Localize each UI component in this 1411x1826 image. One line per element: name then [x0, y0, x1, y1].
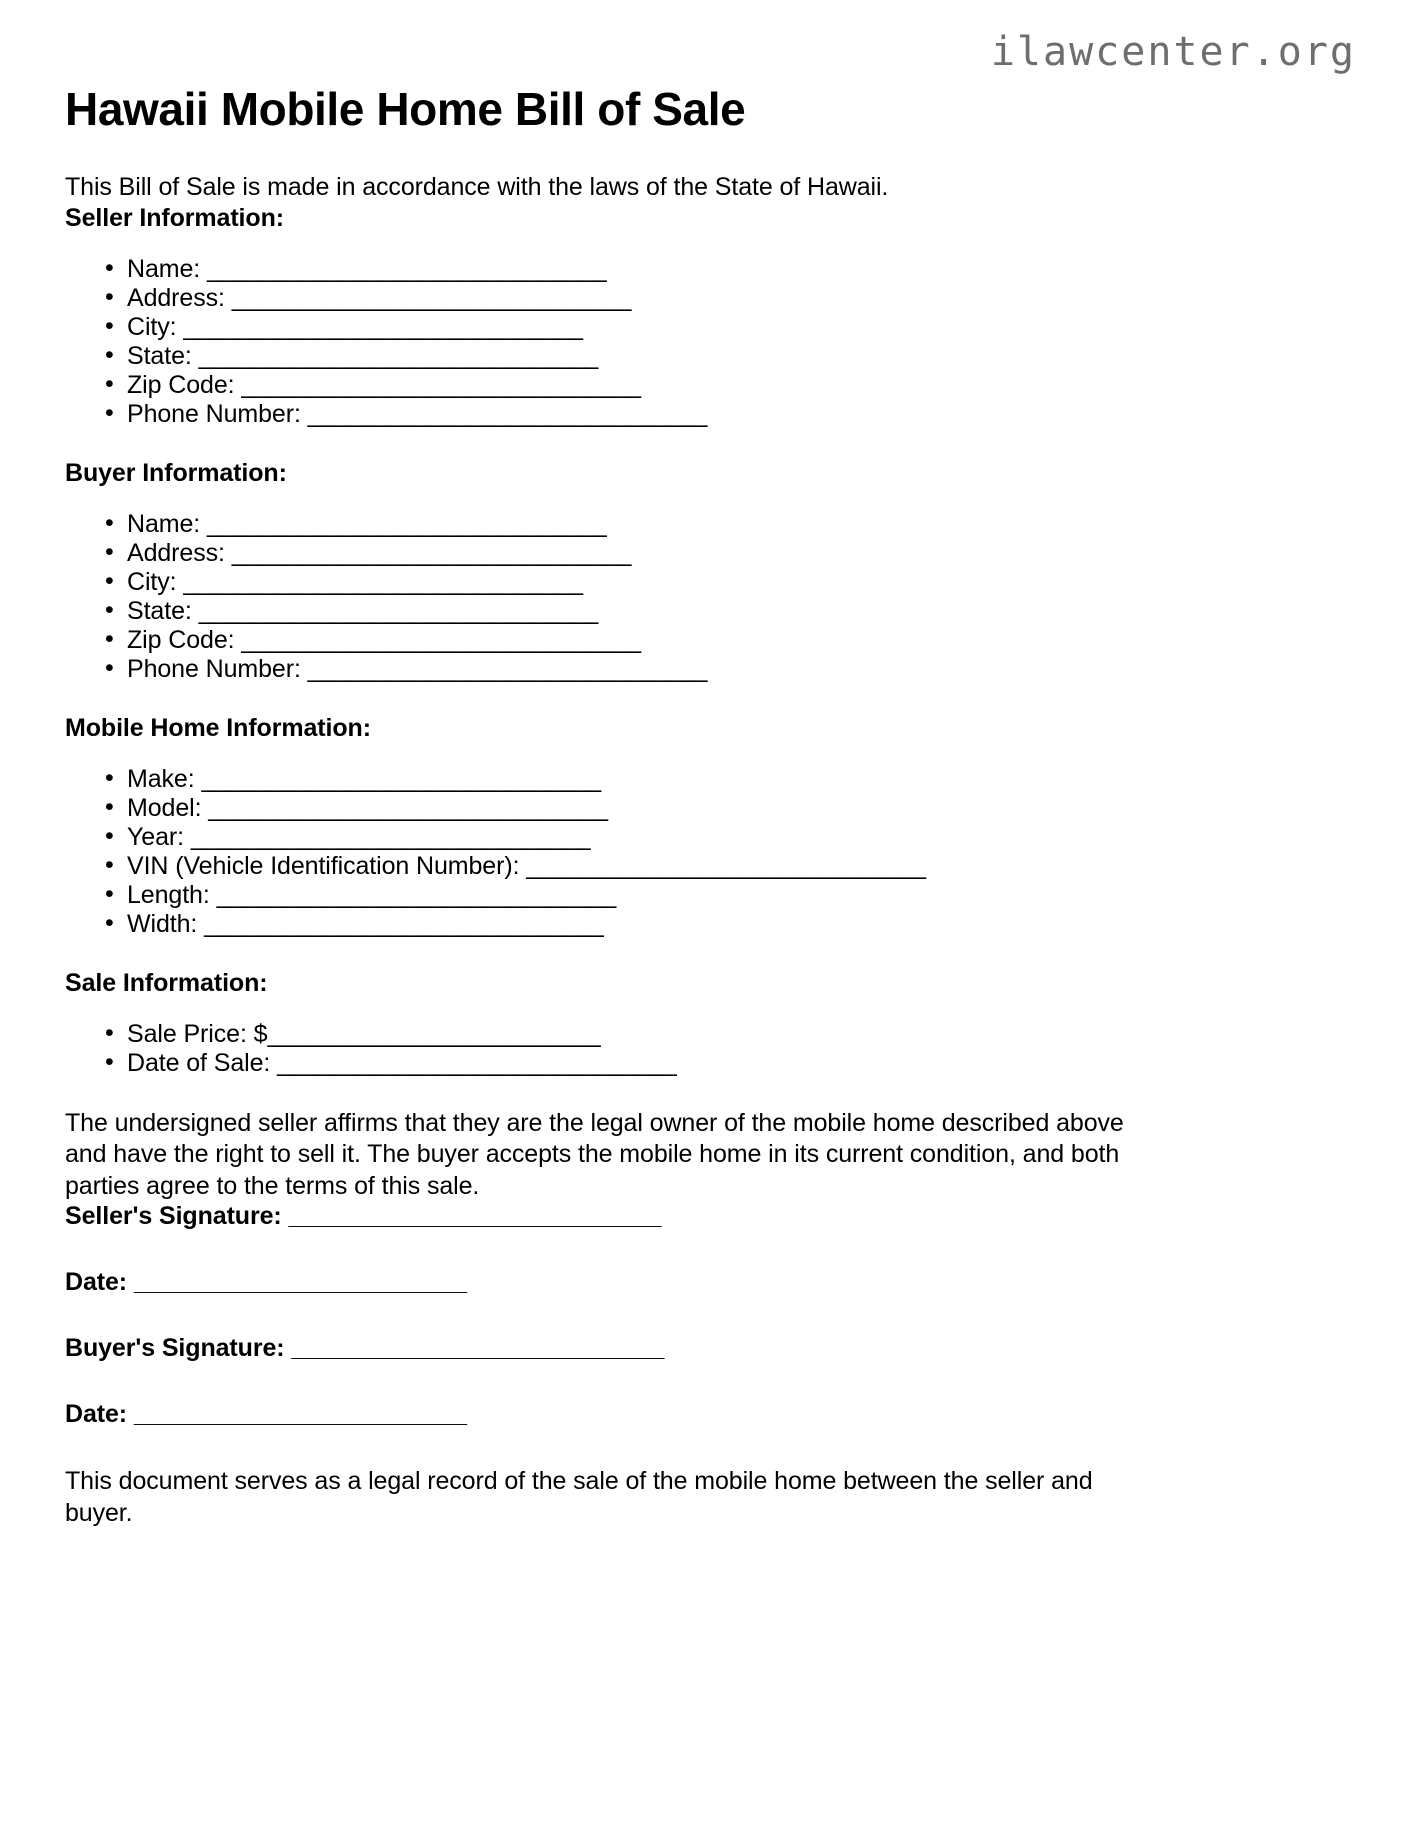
field-row — [105, 371, 1350, 400]
document-body — [65, 172, 1350, 1529]
field-blank-line[interactable]: ______________________________ — [183, 567, 583, 596]
bullet-icon: • — [105, 537, 114, 566]
buyer-signature-blank-line[interactable]: ____________________________ — [291, 1334, 664, 1362]
field-row — [105, 823, 1350, 852]
buyer-signature-label: Buyer's Signature: — [65, 1334, 285, 1362]
field-label: Make: — [127, 764, 195, 793]
field-row — [105, 597, 1350, 626]
bullet-icon: • — [105, 1018, 114, 1047]
field-label: City: — [127, 567, 177, 596]
field-blank-line[interactable]: ______________________________ — [208, 793, 608, 822]
bullet-icon: • — [105, 763, 114, 792]
field-label: Date of Sale: — [127, 1048, 271, 1077]
field-blank-line[interactable]: ______________________________ — [216, 880, 616, 909]
field-blank-line[interactable]: _________________________ — [267, 1019, 601, 1048]
field-blank-line[interactable]: ______________________________ — [241, 370, 641, 399]
buyer-date-row — [65, 1400, 1350, 1429]
bullet-icon: • — [105, 369, 114, 398]
field-list-seller — [65, 255, 1350, 429]
field-label: VIN (Vehicle Identification Number): — [127, 851, 520, 880]
field-label: Zip Code: — [127, 370, 235, 399]
field-row — [105, 910, 1350, 939]
field-blank-line[interactable]: ______________________________ — [204, 909, 604, 938]
field-row — [105, 510, 1350, 539]
buyer-date-label: Date: — [65, 1400, 128, 1428]
field-blank-line[interactable]: ______________________________ — [198, 341, 598, 370]
field-blank-line[interactable]: ______________________________ — [190, 822, 590, 851]
buyer-date-blank-line[interactable]: _________________________ — [133, 1400, 467, 1428]
field-row — [105, 342, 1350, 371]
field-row — [105, 284, 1350, 313]
bullet-icon: • — [105, 282, 114, 311]
bullet-icon: • — [105, 595, 114, 624]
field-row — [105, 313, 1350, 342]
field-blank-line[interactable]: ______________________________ — [231, 538, 631, 567]
field-blank-line[interactable]: ______________________________ — [207, 254, 607, 283]
bullet-icon: • — [105, 398, 114, 427]
field-blank-line[interactable]: ______________________________ — [307, 399, 707, 428]
field-blank-line[interactable]: ______________________________ — [207, 509, 607, 538]
field-row — [105, 1020, 1350, 1049]
bullet-icon: • — [105, 340, 114, 369]
field-label: Phone Number: — [127, 654, 301, 683]
bullet-icon: • — [105, 566, 114, 595]
seller-date-blank-line[interactable]: _________________________ — [133, 1268, 467, 1296]
field-row — [105, 255, 1350, 284]
seller-signature-label: Seller's Signature: — [65, 1202, 282, 1230]
affirmation-paragraph: The undersigned seller affirms that they are the legal owner of the mobile home described above and have the right to sell it. The buyer accepts the mobile home in its current condition, and both parties agree to the terms of this sale. — [65, 1108, 1124, 1200]
field-label: Zip Code: — [127, 625, 235, 654]
closing-paragraph: This document serves as a legal record of the sale of the mobile home between the seller and buyer. — [65, 1467, 1093, 1527]
bullet-icon: • — [105, 311, 114, 340]
field-label: State: — [127, 596, 192, 625]
field-label: Address: — [127, 283, 225, 312]
buyer-signature-row — [65, 1334, 1350, 1363]
field-label: Sale Price: $ — [127, 1019, 268, 1048]
field-label: Name: — [127, 509, 201, 538]
field-row — [105, 400, 1350, 429]
field-list-mobile-home — [65, 765, 1350, 939]
bullet-icon: • — [105, 821, 114, 850]
field-blank-line[interactable]: ______________________________ — [231, 283, 631, 312]
site-watermark: ilawcenter.org — [990, 29, 1356, 75]
bullet-icon: • — [105, 1047, 114, 1076]
bullet-icon: • — [105, 624, 114, 653]
field-blank-line[interactable]: ______________________________ — [201, 764, 601, 793]
section-heading-sale: Sale Information: — [65, 968, 268, 997]
field-blank-line[interactable]: ______________________________ — [183, 312, 583, 341]
field-label: Model: — [127, 793, 202, 822]
bullet-icon: • — [105, 792, 114, 821]
seller-signature-row — [65, 1202, 1350, 1231]
section-heading-buyer: Buyer Information: — [65, 458, 287, 487]
field-label: City: — [127, 312, 177, 341]
seller-date-row — [65, 1268, 1350, 1297]
bullet-icon: • — [105, 850, 114, 879]
bullet-icon: • — [105, 653, 114, 682]
bullet-icon: • — [105, 508, 114, 537]
field-row — [105, 881, 1350, 910]
field-label: Length: — [127, 880, 210, 909]
field-label: State: — [127, 341, 192, 370]
field-label: Width: — [127, 909, 198, 938]
field-blank-line[interactable]: ______________________________ — [198, 596, 598, 625]
field-label: Address: — [127, 538, 225, 567]
field-blank-line[interactable]: ______________________________ — [307, 654, 707, 683]
field-row — [105, 852, 1350, 881]
intro-paragraph: This Bill of Sale is made in accordance with the laws of the State of Hawaii. — [65, 173, 889, 201]
field-blank-line[interactable]: ______________________________ — [277, 1048, 677, 1077]
section-heading-seller: Seller Information: — [65, 203, 284, 232]
seller-signature-blank-line[interactable]: ____________________________ — [288, 1202, 661, 1230]
field-row — [105, 1049, 1350, 1078]
bullet-icon: • — [105, 908, 114, 937]
field-label: Name: — [127, 254, 201, 283]
field-row — [105, 655, 1350, 684]
field-label: Year: — [127, 822, 184, 851]
field-label: Phone Number: — [127, 399, 301, 428]
field-list-buyer — [65, 510, 1350, 684]
bullet-icon: • — [105, 253, 114, 282]
seller-date-label: Date: — [65, 1268, 128, 1296]
field-list-sale — [65, 1020, 1350, 1078]
field-blank-line[interactable]: ______________________________ — [526, 851, 926, 880]
field-row — [105, 539, 1350, 568]
page-title: Hawaii Mobile Home Bill of Sale — [65, 83, 746, 135]
field-blank-line[interactable]: ______________________________ — [241, 625, 641, 654]
field-row — [105, 568, 1350, 597]
section-heading-mobile-home: Mobile Home Information: — [65, 713, 371, 742]
bullet-icon: • — [105, 879, 114, 908]
field-row — [105, 765, 1350, 794]
field-row — [105, 794, 1350, 823]
field-row — [105, 626, 1350, 655]
